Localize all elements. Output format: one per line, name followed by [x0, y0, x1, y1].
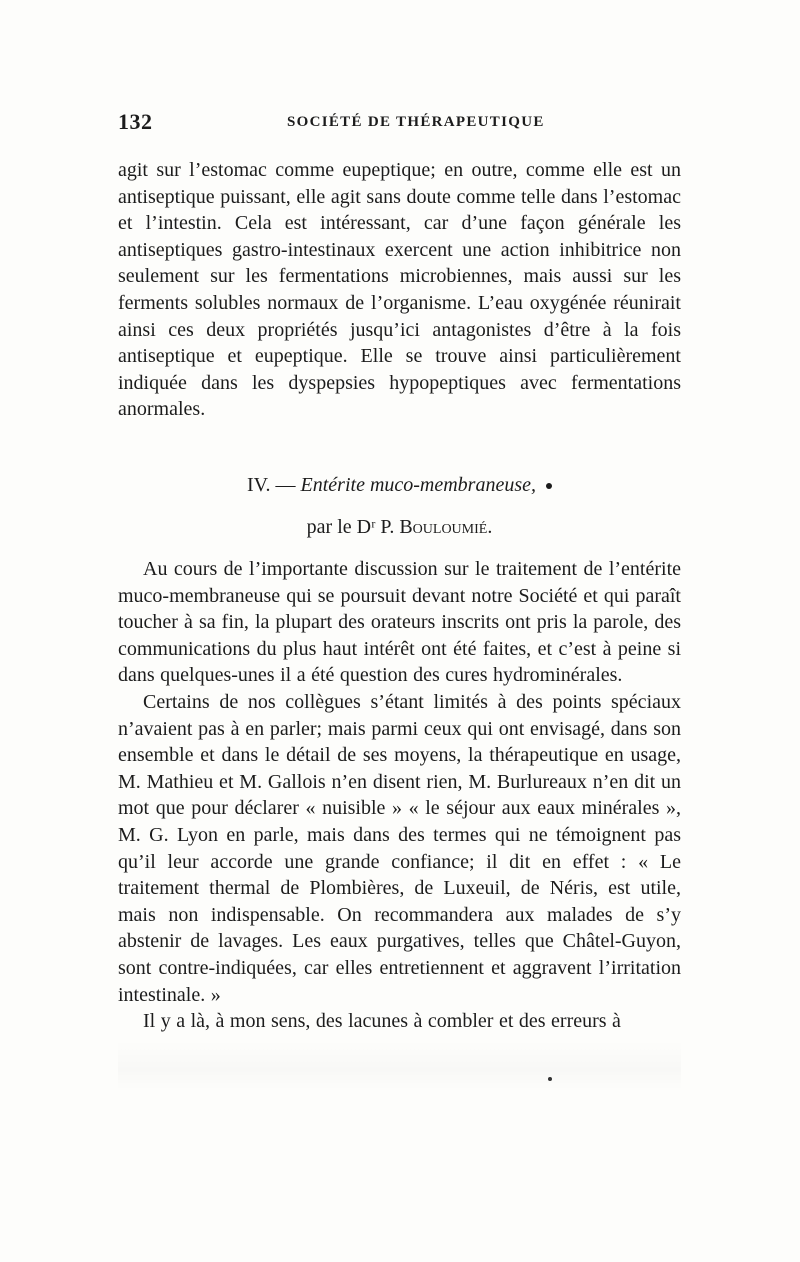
page-number: 132 [118, 109, 153, 134]
text-block-top [118, 157, 681, 423]
paragraph-continuation: agit sur l’estomac comme eupeptique; en outre, comme elle est un antiseptique puissant, elle agit sans doute comme telle dans l’estomac et l’intestin. Cela est intéressant, car d’une façon générale les antiseptiques gastro-intestinaux exercent une action inhibitrice non seulement sur les fermentations microbiennes, mais aussi sur les ferments solubles normaux de l’organisme. L’eau oxygénée réunirait ainsi ces deux propriétés jusqu’ici antagonistes d’être à la fois antiseptique et eupeptique. Elle se trouve ainsi particulièrement indiquée dans les dyspepsies hypopeptiques avec fermentations anormales. [118, 159, 681, 421]
paragraph-final: Il y a là, à mon sens, des lacunes à combler et des erreurs à [143, 1010, 621, 1033]
section-number: IV. — [246, 474, 301, 496]
paragraph-intro: Au cours de l’importante discussion sur le traitement de l’entérite muco-membraneuse qui se poursuit devant notre Société et qui paraît toucher à sa fin, la plupart des orateurs inscrits ont pris la parole, des communications du plus haut intérêt ont été faites, et c’est à peine si dans quelques-unes il a été question des cures hydrominérales. [118, 558, 681, 687]
paragraph-colleagues: Certains de nos collègues s’étant limités à des points spéciaux n’avaient pas à en parler; mais parmi ceux qui ont envisagé, dans son ensemble et dans le détail de ses moyens, la thérapeutique en usage, M. Mathieu et M. Gallois n’en disent rien, M. Burlureaux n’en dit un mot que pour déclarer « nuisible » « le séjour aux eaux minérales », M. G. Lyon en parle, mais dans des termes qui ne témoignent pas qu’il leur accorde une grande confiance; il dit en effet : « Le traitement thermal de Plombières, de Luxeuil, de Néris, est utile, mais non indispensable. On recommandera aux malades de s’y abstenir de lavages. Les eaux purgatives, telles que Châtel-Guyon, sont contre-indiquées, car elles entretiennent et aggravent l’irritation intestinale. » [118, 690, 681, 1006]
byline [118, 516, 681, 539]
author-name: Bouloumié. [399, 516, 493, 538]
section-heading [118, 474, 681, 497]
ink-speck-icon [548, 1077, 552, 1081]
page-header [118, 109, 680, 139]
byline-prefix: par le Dʳ P. [306, 516, 400, 538]
scan-shading [118, 1040, 681, 1090]
text-block-body [118, 556, 681, 1035]
bullet-mark-icon [546, 483, 552, 489]
section-title: Entérite muco-membraneuse, [300, 474, 537, 496]
running-head: SOCIÉTÉ DE THÉRAPEUTIQUE [287, 114, 545, 130]
